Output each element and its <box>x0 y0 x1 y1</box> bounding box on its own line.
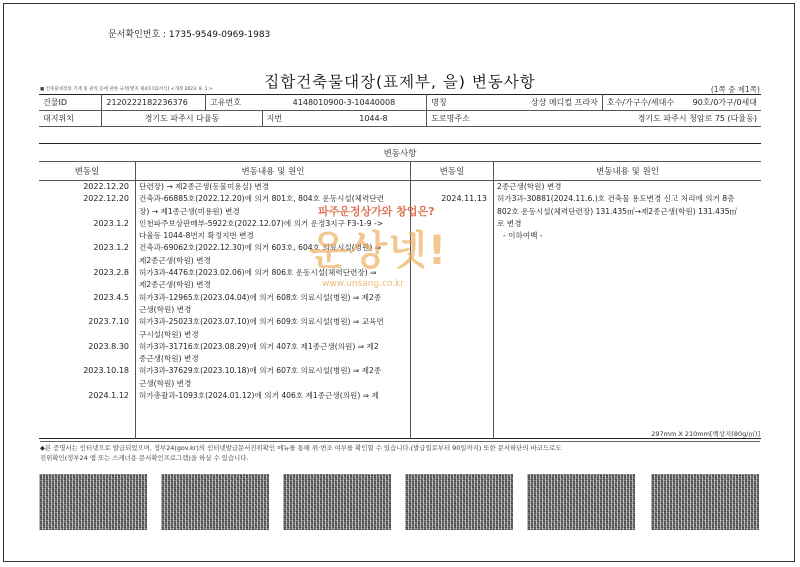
building-info-table <box>39 94 761 127</box>
change-line: 건축과-69062호(2022.12.30)에 의거 603호, 604호 의료시설(병원) ⇒ <box>139 243 382 253</box>
page-title: 집합건축물대장(표제부, 을) 변동사항 <box>264 73 536 91</box>
unique-no-value: 4148010900-3-10440008 <box>262 95 427 111</box>
watermark-logo: 운상넷! <box>309 228 448 274</box>
location-label: 대지위치 <box>39 111 102 127</box>
building-id-label: 건물ID <box>39 95 102 111</box>
change-date: 2023.10.18 <box>83 366 129 376</box>
lot-label: 지번 <box>262 111 321 126</box>
units-value: 90호/0가구/0세대 <box>689 95 761 111</box>
right-content-column <box>494 181 762 439</box>
change-line: 허가3과-4476호(2023.02.06)에 의거 806호 운동시설(체력단련장) ⇒ <box>139 268 377 278</box>
verification-barcodes <box>39 474 761 530</box>
change-date: 2023.1.2 <box>93 243 129 253</box>
change-date: 2023.4.5 <box>93 292 129 302</box>
change-date <box>42 279 129 291</box>
units-label: 호수/가구수/세대수 <box>602 95 688 111</box>
road-label: 도로명주소 <box>427 111 485 127</box>
change-date: 2023.7.10 <box>88 317 129 327</box>
change-line: 허가3과-25023호(2023.07.10)에 의거 609호 의료시설(병원) ⇒ 교육연 <box>139 317 384 327</box>
watermark-text: 파주운정상가와 창업은? <box>318 205 435 218</box>
name-label: 명칭 <box>427 95 485 111</box>
change-date: 2024.11.13 <box>441 194 487 204</box>
change-line: 허가3과-37629호(2023.10.18)에 의거 607호 의료시설(병원) ⇒ 제2종 <box>139 366 382 376</box>
change-date <box>42 255 129 267</box>
col-header-date-right: 변동일 <box>411 162 494 181</box>
location-value: 경기도 파주시 다율동 <box>102 111 262 127</box>
col-header-date-left: 변동일 <box>39 162 136 181</box>
change-line: 근생(학원) 변경 <box>139 378 192 388</box>
left-date-column <box>39 181 136 439</box>
law-reference: ■ 건축물대장의 기재 및 관리 등에 관한 규칙[별지 제4호의2서식] <개정 2023. 8. 1.> <box>40 87 213 92</box>
col-header-content-right: 변동내용 및 원인 <box>494 162 762 181</box>
barcode-block <box>651 474 759 530</box>
change-date: 2022.12.20 <box>83 194 129 204</box>
change-date: 2023.2.8 <box>93 268 129 278</box>
change-line: 허가3과-12965호(2023.04.04)에 의거 608호 의료시설(병원) ⇒ 제2종 <box>139 292 382 302</box>
change-line: 인천파주보상판매부-5922호(2022.12.07)에 의거 운정3지구 F3-1-9 -> <box>139 218 384 228</box>
barcode-block <box>527 474 635 530</box>
barcode-block <box>405 474 513 530</box>
change-line: 제2종근생(학원) 변경 <box>139 280 211 290</box>
change-line: 건축과-66885호(2022.12.20)에 의거 801호, 804호 운동시설(체력단련 <box>139 194 385 204</box>
change-line: 구시설(학원) 변경 <box>139 329 199 339</box>
footer-line: 진위확인(정부24 앱 또는 스캐너용 문서확인프로그램)을 하실 수 있습니다. <box>40 453 249 462</box>
change-date: 2023.1.2 <box>93 218 129 228</box>
watermark-url: www.unsang.co.kr <box>322 279 405 289</box>
change-line: 종근생(학원) 변경 <box>139 354 199 364</box>
change-line: 802호 운동시설(체력단련장) 131.435㎡→제2종근생(학원) 131.435㎡ <box>497 206 738 216</box>
section-title: 변동사항 <box>39 144 761 162</box>
change-line: 다율동 1044-8번지 확정지번 변경 <box>139 231 254 241</box>
paper-spec: 297mm X 210mm[백상지(80g/㎡)] <box>651 430 760 438</box>
change-date <box>42 206 129 218</box>
building-id-value: 2120222182236376 <box>102 95 206 111</box>
footer-notice <box>40 441 760 463</box>
barcode-block <box>161 474 269 530</box>
name-value: 상상 메디컬 프라자 <box>485 95 602 111</box>
change-date <box>414 181 487 193</box>
change-history-table <box>39 143 761 439</box>
change-date <box>42 353 129 365</box>
change-date <box>42 329 129 341</box>
change-date <box>42 378 129 390</box>
change-line: 단련장) → 제2종근생(동물미용실) 변경 <box>139 182 270 191</box>
change-line: 허가3과-30881(2024.11.6.)호 건축물 용도변경 신고 처리에 의거 8층 <box>497 194 735 204</box>
change-date <box>42 230 129 242</box>
change-line: 2종근생(학원) 변경 <box>497 182 562 191</box>
change-line: 장) → 제1종근생(미용원) 변경 <box>139 206 240 216</box>
barcode-block <box>283 474 391 530</box>
change-line: 허가총괄과-1093호(2024.01.12)에 의거 406호 제1종근생(의원) ⇒ 제 <box>139 391 379 401</box>
barcode-block <box>39 474 147 530</box>
change-date <box>42 304 129 316</box>
change-line: 로 변경 <box>497 218 522 228</box>
unique-no-label: 고유번호 <box>206 95 262 111</box>
change-line: 허가3과-31716호(2023.08.29)에 의거 407호 제1종근생(의원) ⇒ 제2 <box>139 341 379 351</box>
page-count: (1쪽 중 제1쪽) <box>710 85 760 94</box>
change-date: 2022.12.20 <box>83 182 129 191</box>
end-mark: - 이하여백 - <box>503 231 543 241</box>
footer-line: ◆본 증명서는 인터넷으로 발급되었으며, 정부24(gov.kr)의 인터넷발급문서진위확인 메뉴를 통해 위·변조 여부를 확인할 수 있습니다.(발급일로부터 90일까지) 또한 문서하단의 바코드로도 <box>40 444 562 452</box>
change-date: 2023.8.30 <box>88 341 129 351</box>
change-line: 제2종근생(학원) 변경 <box>139 255 211 265</box>
document-number: 문서확인번호 : 1735-9549-0969-1983 <box>108 30 271 40</box>
change-line: 근생(학원) 변경 <box>139 304 192 314</box>
col-header-content-left: 변동내용 및 원인 <box>136 162 411 181</box>
lot-value: 1044-8 <box>359 114 388 123</box>
road-value: 경기도 파주시 청암로 75 (다율동) <box>485 111 761 127</box>
change-date: 2024.1.12 <box>88 391 129 401</box>
